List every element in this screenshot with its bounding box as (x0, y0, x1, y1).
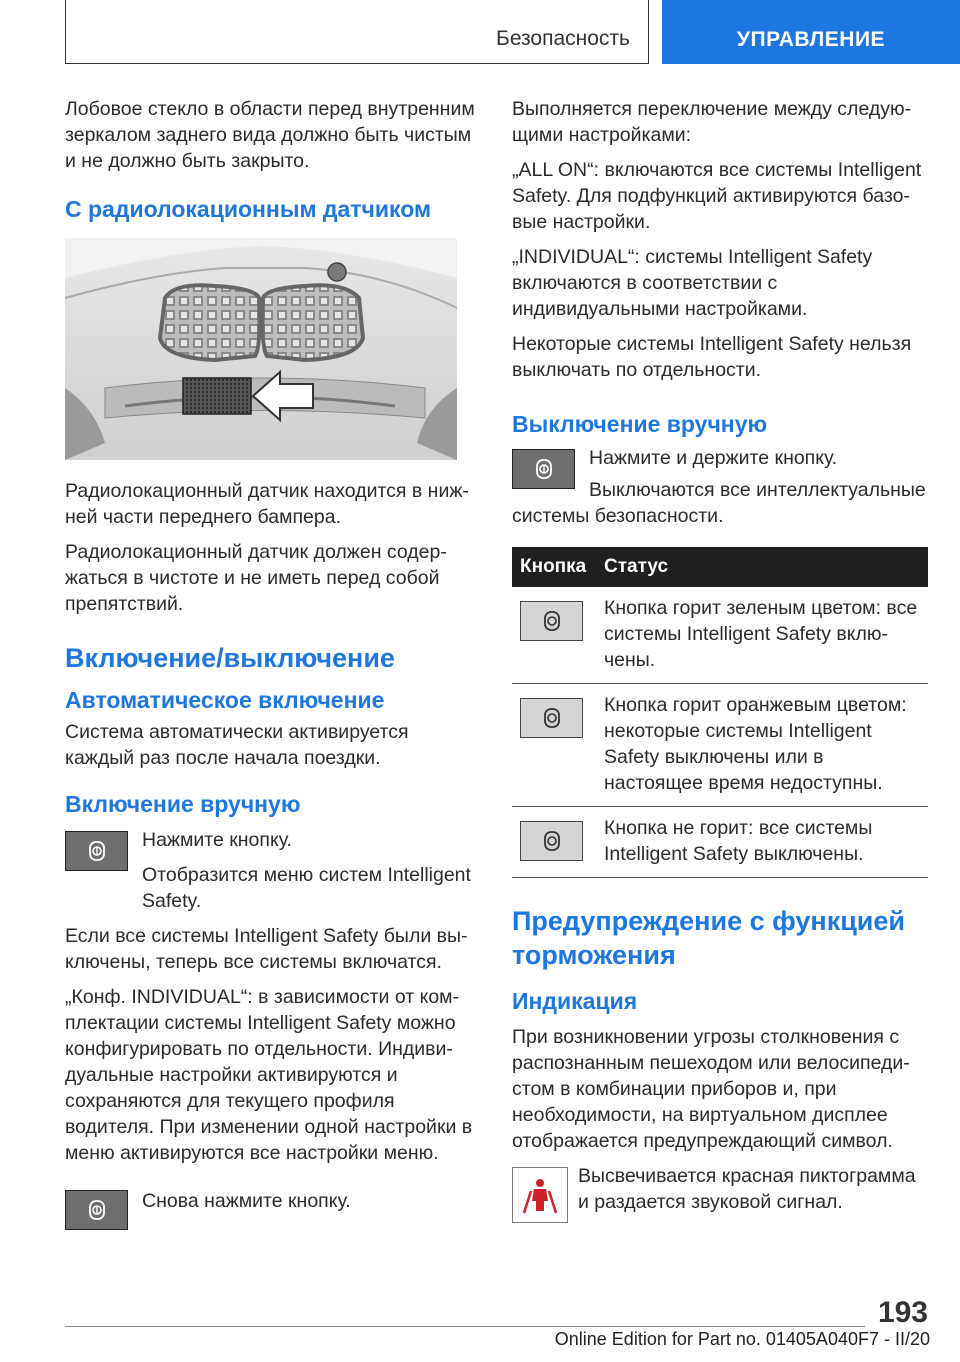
table-row (512, 587, 928, 684)
intelligent-safety-button-icon (65, 831, 128, 871)
config-text: „Конф. INDIVIDUAL“: в зависимости от комплектации системы Intelligent Safety можно конфигурировать по отдельности. Индивидуальные настройки активируются и сохраняются для текущего профиля водителя. При изменении одной настройки в меню активируются все настройки меню. (65, 986, 473, 1164)
intelligent-safety-button-icon (65, 1190, 128, 1230)
table-header-status: Статус (596, 547, 928, 587)
manual-off-heading: Выключение вручную (512, 411, 768, 437)
auto-heading: Автоматическое включение (65, 687, 385, 713)
header-section-title: Безопасность (65, 0, 649, 64)
button-off-icon (520, 821, 583, 861)
press-hold-text: Нажмите и держите кнопку. (589, 447, 838, 469)
left-column (65, 96, 480, 1226)
display-heading: Индикация (512, 988, 638, 1014)
off-result-text: Выключаются все интеллектуальные системы безопасности. (512, 479, 926, 527)
radar-heading: С радиолокационным датчиком (65, 196, 431, 222)
button-status-table (512, 547, 928, 878)
header-chapter-tab[interactable]: УПРАВЛЕНИЕ (662, 0, 960, 64)
individual-text: „INDIVIDUAL“: системы Intelligent Safety включаются в соответствии с индивидуальными настройками. (512, 246, 873, 320)
onoff-heading: Включение/выключение (65, 643, 395, 673)
button-green-icon (520, 601, 583, 641)
status-orange-text: Кнопка горит оранжевым цветом: некоторые системы Intelligent Safety выключены или в настоящее время недоступны. (596, 684, 928, 807)
car-front-bumper-illustration (65, 238, 457, 460)
display-text: При возникновении угрозы столкновения с распознанным пешеходом или велосипедистом в комбинации приборов и, при необходимости, на виртуальном дисплее отображается предупреждающий символ. (512, 1026, 910, 1152)
press-again-text: Снова нажмите кнопку. (142, 1190, 351, 1212)
page-number: 193 (877, 1296, 928, 1329)
table-row (512, 684, 928, 807)
footer-edition: Online Edition for Part no. 01405A040F7 - II/20 (554, 1329, 930, 1349)
radar-location-text: Радиолокационный датчик находится в нижней части переднего бампера. (65, 480, 469, 528)
switch-text: Выполняется переключение между следующими настройками: (512, 98, 912, 146)
right-column (512, 96, 928, 1224)
button-orange-icon (520, 698, 583, 738)
brake-warning-heading: Предупреждение с функцией торможения (512, 906, 906, 970)
radar-clean-text: Радиолокационный датчик должен содержаться в чистоте и не иметь перед собой препятствий. (65, 541, 447, 615)
table-header-button: Кнопка (512, 547, 596, 587)
all-off-text: Если все системы Intelligent Safety были выключены, теперь все системы включатся. (65, 925, 468, 973)
all-on-text: „ALL ON“: включаются все системы Intelligent Safety. Для подфункций активируются базовые настройки. (512, 159, 922, 233)
intelligent-safety-button-icon (512, 449, 575, 489)
status-off-text: Кнопка не горит: все системы Intelligent Safety выключены. (596, 807, 928, 878)
auto-text: Система автоматически активируется каждый раз после начала поездки. (65, 721, 409, 769)
some-systems-text: Некоторые системы Intelligent Safety нельзя выключать по отдельности. (512, 333, 912, 381)
intro-paragraph: Лобовое стекло в области перед внутренним зеркалом заднего вида должно быть чистым и не должно быть закрыто. (65, 98, 475, 172)
pedestrian-warning-icon (512, 1167, 568, 1223)
press-button-step (65, 827, 480, 914)
red-icon-text: Высвечивается красная пиктограмма и раздается звуковой сигнал. (578, 1165, 916, 1213)
footer-divider (65, 1326, 865, 1327)
status-green-text: Кнопка горит зеленым цветом: все системы Intelligent Safety включены. (596, 587, 928, 684)
menu-shown-text: Отобразится меню систем Intelligent Safety. (142, 864, 471, 912)
press-button-text: Нажмите кнопку. (142, 829, 292, 851)
press-hold-step (512, 445, 928, 529)
red-icon-step (512, 1163, 928, 1215)
table-row (512, 807, 928, 878)
press-again-step (65, 1186, 480, 1226)
manual-on-heading: Включение вручную (65, 791, 301, 817)
